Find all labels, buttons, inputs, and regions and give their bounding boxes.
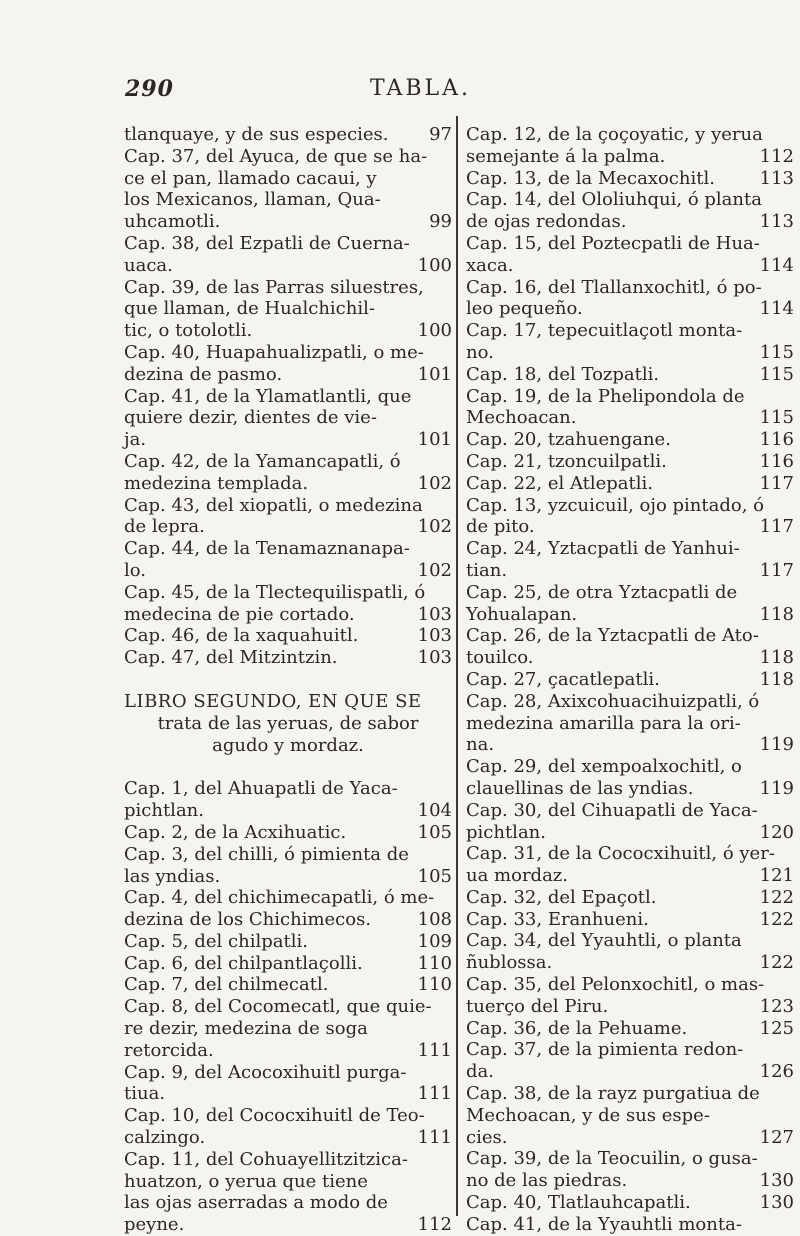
toc-entry	[466, 843, 794, 887]
entry-page-number: 109	[417, 930, 452, 952]
entry-page-number: 111	[417, 1039, 452, 1061]
entry-line: pichtlan. 120	[466, 821, 794, 843]
entry-line: Cap. 12, de la çoçoyatic, y yerua	[466, 124, 763, 145]
entry-line: que llaman, de Hualchichil-	[124, 298, 375, 320]
entry-page-number: 105	[417, 865, 452, 887]
entry-page-number: 117	[759, 472, 794, 494]
entry-line: las yndias. 105	[124, 865, 452, 887]
entry-page-number: 117	[759, 516, 794, 538]
entry-page-number: 105	[417, 821, 452, 843]
entry-page-number: 101	[417, 363, 452, 385]
entry-page-number: 102	[417, 559, 452, 581]
entry-page-number: 126	[759, 1061, 794, 1083]
entry-line: Cap. 20, tzahuengane. 116	[466, 429, 794, 451]
entry-line: Cap. 26, de la Yztacpatli de Ato-	[466, 625, 759, 647]
entry-line: Cap. 10, del Cococxihuitl de Teo-	[124, 1105, 425, 1127]
page-title: TABLA.	[370, 76, 472, 101]
toc-entry	[466, 1018, 794, 1040]
toc-entry	[124, 277, 452, 342]
entry-line: calzingo. 111	[124, 1127, 452, 1149]
entry-line: Cap. 37, del Ayuca, de que se ha-	[124, 145, 428, 167]
entry-line: Cap. 47, del Mitzintzin. 103	[124, 647, 452, 669]
entry-line: dezina de pasmo. 101	[124, 363, 452, 385]
toc-entry	[124, 974, 452, 996]
entry-line: ñublossa. 122	[466, 952, 794, 974]
entry-page-number: 114	[759, 254, 794, 276]
entry-line: Cap. 36, de la Pehuame. 125	[466, 1017, 794, 1039]
toc-entry	[466, 691, 794, 756]
entry-line: Cap. 45, de la Tlectequilispatli, ó	[124, 581, 426, 603]
toc-entry	[124, 146, 452, 233]
entry-page-number: 101	[417, 429, 452, 451]
entry-line: de lepra. 102	[124, 516, 452, 538]
entry-page-number: 122	[759, 952, 794, 974]
toc-entry	[124, 495, 452, 539]
entry-page-number: 118	[759, 647, 794, 669]
entry-page-number: 115	[759, 341, 794, 363]
entry-page-number: 110	[417, 974, 452, 996]
entry-line: semejante á la palma. 112	[466, 145, 794, 167]
entry-line: cies. 127	[466, 1126, 794, 1148]
toc-entry	[466, 800, 794, 844]
entry-line: da. 126	[466, 1061, 794, 1083]
entry-line: Cap. 17, tepecuitlaçotl monta-	[466, 320, 743, 342]
entry-page-number: 110	[417, 952, 452, 974]
entry-line: ce el pan, llamado cacaui, y	[124, 167, 377, 189]
entry-page-number: 121	[759, 865, 794, 887]
toc-entry	[466, 124, 794, 168]
entry-page-number: 119	[759, 777, 794, 799]
entry-line: tuerço del Piru. 123	[466, 995, 794, 1017]
entry-page-number: 115	[759, 363, 794, 385]
left-entries	[124, 124, 452, 669]
toc-entry	[124, 822, 452, 844]
entry-line: Cap. 31, de la Cococxihuitl, ó yer-	[466, 843, 775, 865]
toc-entry	[466, 277, 794, 321]
toc-entry	[124, 625, 452, 647]
entry-line: pichtlan. 104	[124, 800, 452, 822]
entry-line: Cap. 44, de la Tenamaznanapa-	[124, 538, 410, 560]
toc-entry	[466, 625, 794, 669]
book-heading-line: trata de las yeruas, de sabor	[157, 712, 419, 734]
entry-line: Mechoacan. 115	[466, 407, 794, 429]
toc-entry	[466, 1148, 794, 1192]
entry-line: Cap. 40, Tlatlauhcapatli. 130	[466, 1192, 794, 1214]
entry-line: Cap. 6, del chilpantlaçolli. 110	[124, 952, 452, 974]
toc-entry	[124, 996, 452, 1061]
toc-entry	[466, 320, 794, 364]
entry-line: Cap. 41, de la Yyauhtli monta-	[466, 1213, 742, 1235]
toc-entry	[124, 778, 452, 822]
entry-line: xaca. 114	[466, 254, 794, 276]
toc-entry	[466, 582, 794, 626]
entry-line: Cap. 9, del Acocoxihuitl purga-	[124, 1061, 407, 1083]
entry-line: retorcida. 111	[124, 1039, 452, 1061]
entry-line: Cap. 32, del Epaçotl. 122	[466, 886, 794, 908]
entry-line: Cap. 27, çacatlepatli. 118	[466, 668, 794, 690]
entry-line: Cap. 4, del chichimecapatli, ó me-	[124, 887, 435, 909]
entry-page-number: 122	[759, 886, 794, 908]
toc-entry	[466, 887, 794, 909]
entry-line: Cap. 43, del xiopatli, o medezina	[124, 494, 423, 516]
entry-line: Cap. 24, Yztacpatli de Yanhui-	[466, 538, 740, 560]
entry-page-number: 118	[759, 668, 794, 690]
toc-entry	[124, 844, 452, 888]
entry-line: huatzon, o yerua que tiene	[124, 1170, 368, 1192]
entry-line: de pito. 117	[466, 516, 794, 538]
entry-line: Cap. 28, Axixcohuacihuizpatli, ó	[466, 690, 760, 712]
left-entries-b	[124, 778, 452, 1236]
entry-page-number: 111	[417, 1083, 452, 1105]
entry-line: medecina de pie cortado. 103	[124, 603, 452, 625]
entry-line: medezina amarilla para la ori-	[466, 712, 741, 734]
entry-line: Cap. 21, tzoncuilpatli. 116	[466, 450, 794, 472]
right-column	[466, 124, 794, 1236]
toc-entry	[124, 451, 452, 495]
entry-line: Cap. 8, del Cocomecatl, que quie-	[124, 996, 432, 1018]
entry-line: Yohualapan. 118	[466, 603, 794, 625]
entry-line: Cap. 25, de otra Yztacpatli de	[466, 581, 738, 603]
entry-line: Cap. 3, del chilli, ó pimienta de	[124, 843, 409, 865]
entry-page-number: 130	[759, 1170, 794, 1192]
entry-line: Cap. 35, del Pelonxochitl, o mas-	[466, 974, 765, 996]
toc-entry	[124, 887, 452, 931]
entry-line: Cap. 42, de la Yamancapatli, ó	[124, 450, 401, 472]
toc-entry	[466, 1214, 794, 1236]
entry-line: tian. 117	[466, 559, 794, 581]
toc-entry	[466, 1083, 794, 1148]
toc-entry	[124, 1149, 452, 1236]
toc-entry	[466, 429, 794, 451]
toc-entry	[466, 974, 794, 1018]
entry-line: Mechoacan, y de sus espe-	[466, 1104, 710, 1126]
entry-line: Cap. 7, del chilmecatl. 110	[124, 974, 452, 996]
entry-line: quiere dezir, dientes de vie-	[124, 407, 377, 429]
entry-line: Cap. 30, del Cihuapatli de Yaca-	[466, 799, 758, 821]
entry-line: tic, o totolotli. 100	[124, 320, 452, 342]
entry-line: Cap. 41, de la Ylamatlantli, que	[124, 385, 412, 407]
entry-line: Cap. 38, del Ezpatli de Cuerna-	[124, 232, 410, 254]
left-column	[124, 124, 452, 1236]
entry-line: Cap. 33, Eranhueni. 122	[466, 908, 794, 930]
entry-page-number: 125	[759, 1017, 794, 1039]
entry-line: uhcamotli. 99	[124, 211, 452, 233]
entry-page-number: 122	[759, 908, 794, 930]
entry-line: Cap. 46, de la xaquahuitl. 103	[124, 625, 452, 647]
toc-entry	[466, 495, 794, 539]
entry-line: Cap. 34, del Yyauhtli, o planta	[466, 930, 742, 952]
entry-line: lo. 102	[124, 559, 452, 581]
toc-entry	[466, 930, 794, 974]
entry-page-number: 120	[759, 821, 794, 843]
entry-page-number: 123	[759, 995, 794, 1017]
toc-entry	[124, 538, 452, 582]
toc-entry	[124, 1105, 452, 1149]
toc-entry	[466, 168, 794, 190]
entry-line: Cap. 22, el Atlepatli. 117	[466, 472, 794, 494]
entry-line: no de las piedras. 130	[466, 1170, 794, 1192]
book-heading	[124, 691, 452, 756]
book-heading-line: agudo y mordaz.	[212, 734, 364, 756]
entry-line: touilco. 118	[466, 647, 794, 669]
entry-line: ua mordaz. 121	[466, 865, 794, 887]
entry-page-number: 100	[417, 320, 452, 342]
toc-entry	[466, 473, 794, 495]
toc-entry	[124, 931, 452, 953]
entry-line: Cap. 5, del chilpatli. 109	[124, 930, 452, 952]
toc-entry	[466, 538, 794, 582]
entry-page-number: 117	[759, 559, 794, 581]
toc-entry	[466, 451, 794, 473]
entry-line: dezina de los Chichimecos. 108	[124, 909, 452, 931]
entry-page-number: 97	[429, 124, 452, 145]
entry-line: Cap. 14, del Ololiuhqui, ó planta	[466, 189, 762, 211]
toc-entry	[124, 386, 452, 451]
entry-line: Cap. 37, de la pimienta redon-	[466, 1039, 744, 1061]
entry-line: re dezir, medezina de soga	[124, 1018, 368, 1040]
entry-line: Cap. 2, de la Acxihuatic. 105	[124, 821, 452, 843]
entry-page-number: 103	[417, 647, 452, 669]
entry-line: Cap. 19, de la Phelipondola de	[466, 385, 745, 407]
entry-line: Cap. 38, de la rayz purgatiua de	[466, 1083, 760, 1105]
entry-line: Cap. 11, del Cohuayellitzitzica-	[124, 1148, 408, 1170]
entry-line: Cap. 29, del xempoalxochitl, o	[466, 756, 742, 778]
toc-entry	[124, 342, 452, 386]
entry-line: Cap. 15, del Poztecpatli de Hua-	[466, 232, 760, 254]
entry-line: Cap. 13, de la Mecaxochitl. 113	[466, 167, 794, 189]
entry-line: Cap. 13, yzcuicuil, ojo pintado, ó	[466, 494, 764, 516]
toc-entry	[466, 756, 794, 800]
entry-line: no. 115	[466, 341, 794, 363]
toc-entry	[466, 233, 794, 277]
entry-page-number: 115	[759, 407, 794, 429]
toc-entry	[466, 1039, 794, 1083]
toc-entry	[124, 233, 452, 277]
entry-page-number: 113	[759, 167, 794, 189]
entry-line: los Mexicanos, llaman, Qua-	[124, 189, 381, 211]
entry-line: las ojas aserradas a modo de	[124, 1192, 388, 1214]
entry-line: Cap. 16, del Tlallanxochitl, ó po-	[466, 276, 762, 298]
entry-line: uaca. 100	[124, 254, 452, 276]
entry-page-number: 112	[417, 1214, 452, 1236]
entry-page-number: 119	[759, 734, 794, 756]
toc-entry	[466, 909, 794, 931]
entry-line: leo pequeño. 114	[466, 298, 794, 320]
entry-line: ja. 101	[124, 429, 452, 451]
entry-line: Cap. 40, Huapahualizpatli, o me-	[124, 341, 424, 363]
toc-entry	[124, 124, 452, 146]
entry-page-number: 103	[417, 625, 452, 647]
entry-page-number: 104	[417, 800, 452, 822]
entry-line: Cap. 39, de las Parras siluestres,	[124, 276, 424, 298]
entry-line: de ojas redondas. 113	[466, 211, 794, 233]
toc-entry	[124, 1062, 452, 1106]
entry-page-number: 108	[417, 909, 452, 931]
entry-page-number: 111	[417, 1127, 452, 1149]
entry-page-number: 102	[417, 516, 452, 538]
entry-page-number: 99	[429, 211, 452, 233]
toc-entry	[466, 364, 794, 386]
entry-page-number: 116	[759, 450, 794, 472]
entry-page-number: 114	[759, 298, 794, 320]
entry-page-number: 113	[759, 211, 794, 233]
page-header	[0, 76, 800, 106]
right-entries	[466, 124, 794, 1236]
book-heading-line: LIBRO SEGUNDO, EN QUE SE	[124, 690, 422, 712]
entry-page-number: 130	[759, 1192, 794, 1214]
toc-entry	[124, 582, 452, 626]
entry-line: peyne. 112	[124, 1214, 452, 1236]
entry-page-number: 112	[759, 145, 794, 167]
entry-line: clauellinas de las yndias. 119	[466, 777, 794, 799]
entry-line: tlanquaye, y de sus especies. 97	[124, 124, 452, 145]
toc-entry	[466, 189, 794, 233]
entry-page-number: 127	[759, 1126, 794, 1148]
toc-entry	[124, 953, 452, 975]
entry-line: medezina templada. 102	[124, 472, 452, 494]
toc-entry	[466, 669, 794, 691]
page-number: 290	[125, 76, 174, 102]
entry-line: Cap. 18, del Tozpatli. 115	[466, 363, 794, 385]
entry-page-number: 102	[417, 472, 452, 494]
toc-entry	[466, 386, 794, 430]
entry-page-number: 103	[417, 603, 452, 625]
entry-line: tiua. 111	[124, 1083, 452, 1105]
entry-line: na. 119	[466, 734, 794, 756]
entry-page-number: 118	[759, 603, 794, 625]
entry-page-number: 100	[417, 254, 452, 276]
entry-page-number: 116	[759, 429, 794, 451]
toc-entry	[466, 1192, 794, 1214]
entry-line: Cap. 1, del Ahuapatli de Yaca-	[124, 778, 398, 800]
toc-entry	[124, 647, 452, 669]
entry-line: Cap. 39, de la Teocuilin, o gusa-	[466, 1148, 758, 1170]
column-divider	[456, 116, 458, 1216]
